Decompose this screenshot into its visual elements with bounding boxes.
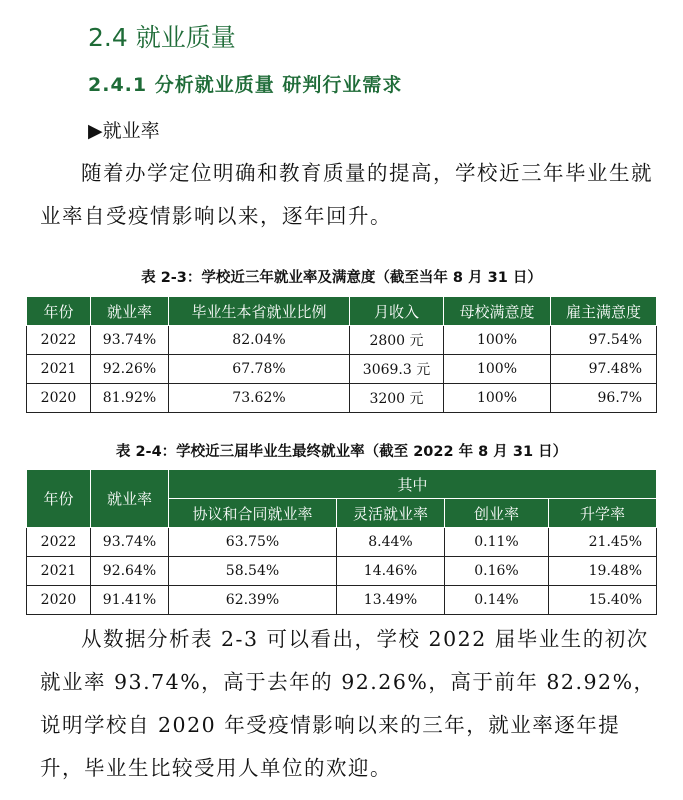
table-cell: 3200 元 [350, 384, 444, 413]
table-cell: 93.74% [91, 326, 169, 355]
table-cell: 2022 [27, 326, 91, 355]
table-cell: 14.46% [337, 557, 445, 586]
table1-header: 母校满意度 [444, 297, 551, 326]
table-row [27, 384, 657, 413]
table-row [27, 528, 657, 557]
table-cell: 0.14% [445, 586, 549, 615]
table2-header-row [27, 470, 657, 499]
table-cell: 100% [444, 355, 551, 384]
table-cell: 2021 [27, 355, 91, 384]
table2-subheader: 灵活就业率 [337, 499, 445, 528]
table2-subheader: 协议和合同就业率 [169, 499, 337, 528]
table2-subheader: 创业率 [445, 499, 549, 528]
table-cell: 92.26% [91, 355, 169, 384]
table-cell: 2021 [27, 557, 91, 586]
table-cell: 91.41% [91, 586, 169, 615]
table-cell: 62.39% [169, 586, 337, 615]
section-heading: 2.4 就业质量 [88, 23, 236, 52]
table-cell: 97.48% [551, 355, 657, 384]
table-cell: 2020 [27, 384, 91, 413]
table-cell: 19.48% [549, 557, 657, 586]
table-row [27, 557, 657, 586]
table-cell: 82.04% [169, 326, 350, 355]
table-cell: 3069.3 元 [350, 355, 444, 384]
table1-header: 就业率 [91, 297, 169, 326]
table-row [27, 355, 657, 384]
subsection-heading: 2.4.1 分析就业质量 研判行业需求 [88, 74, 403, 96]
table-cell: 67.78% [169, 355, 350, 384]
table2-subheader: 升学率 [549, 499, 657, 528]
intro-paragraph: 随着办学定位明确和教育质量的提高，学校近三年毕业生就业率自受疫情影响以来，逐年回升。 [40, 161, 653, 228]
table-cell: 2800 元 [350, 326, 444, 355]
table-cell: 63.75% [169, 528, 337, 557]
table-cell: 92.64% [91, 557, 169, 586]
table2-caption: 表 2-4：学校近三届毕业生最终就业率（截至 2022 年 8 月 31 日） [115, 444, 568, 460]
table-cell: 100% [444, 384, 551, 413]
table1-header: 雇主满意度 [551, 297, 657, 326]
table-cell: 97.54% [551, 326, 657, 355]
table-cell: 73.62% [169, 384, 350, 413]
table-cell: 21.45% [549, 528, 657, 557]
table-cell: 2022 [27, 528, 91, 557]
table-row [27, 586, 657, 615]
table1-header: 年份 [27, 297, 91, 326]
analysis-paragraph: 从数据分析表 2-3 可以看出，学校 2022 届毕业生的初次就业率 93.74%，高于去年的 92.26%，高于前年 82.92%，说明学校自 2020 年受疫情影响以来的三年，就业率逐年提升，毕业生比较受用人单位的欢迎。 [40, 627, 656, 780]
table-cell: 96.7% [551, 384, 657, 413]
table-cell: 8.44% [337, 528, 445, 557]
table1-header: 月收入 [350, 297, 444, 326]
employment-satisfaction-table [26, 296, 657, 413]
final-employment-rate-table [26, 469, 657, 615]
table-cell: 81.92% [91, 384, 169, 413]
table-row [27, 326, 657, 355]
table-cell: 93.74% [91, 528, 169, 557]
table-cell: 15.40% [549, 586, 657, 615]
table-cell: 0.11% [445, 528, 549, 557]
table-cell: 0.16% [445, 557, 549, 586]
table2-header: 年份 [27, 470, 91, 528]
table1-header-row [27, 297, 657, 326]
table2-group-header: 其中 [169, 470, 657, 499]
table1-caption: 表 2-3：学校近三年就业率及满意度（截至当年 8 月 31 日） [141, 270, 542, 286]
table-cell: 2020 [27, 586, 91, 615]
item-heading: ▶就业率 [88, 120, 160, 142]
table-cell: 100% [444, 326, 551, 355]
table2-header: 就业率 [91, 470, 169, 528]
table-cell: 58.54% [169, 557, 337, 586]
table1-header: 毕业生本省就业比例 [169, 297, 350, 326]
table-cell: 13.49% [337, 586, 445, 615]
